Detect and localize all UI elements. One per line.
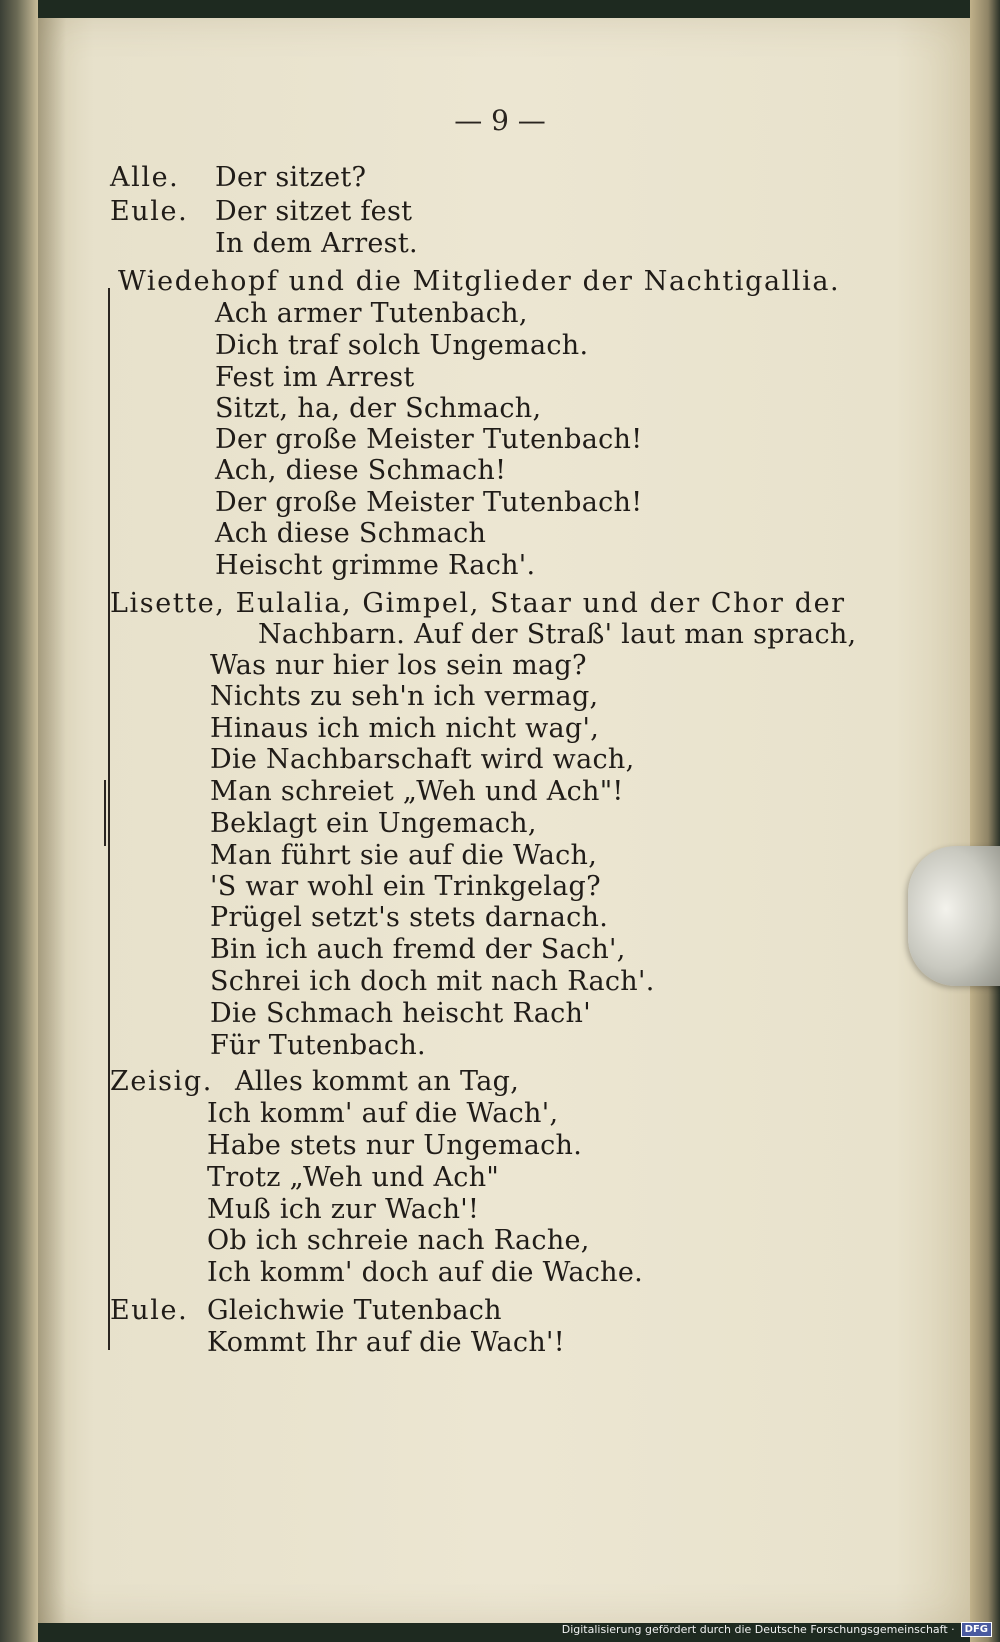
bracket-line (104, 780, 106, 846)
verse-line: Trotz „Weh und Ach" (207, 1162, 500, 1193)
verse-line: Ach armer Tutenbach, (215, 298, 528, 329)
verse-line: Der große Meister Tutenbach! (215, 424, 643, 455)
verse-line: Ich komm' doch auf die Wache. (207, 1257, 644, 1288)
verse-line: Muß ich zur Wach'! (207, 1194, 480, 1225)
verse-line: Der große Meister Tutenbach! (215, 487, 643, 518)
footer-text: Digitalisierung gefördert durch die Deutsche Forschungsgemeinschaft · (561, 1622, 955, 1636)
page-gutter-shadow (38, 18, 66, 1623)
verse-line: Bin ich auch fremd der Sach', (210, 934, 626, 965)
verse-line: Sitzt, ha, der Schmach, (215, 393, 542, 424)
verse-line: Alles kommt an Tag, (235, 1066, 520, 1097)
book-cover-right (970, 0, 1000, 1642)
verse-line: Kommt Ihr auf die Wach'! (207, 1327, 565, 1358)
verse-line: Für Tutenbach. (210, 1030, 426, 1061)
page-number: — 9 — (454, 104, 546, 137)
speaker-name: Alle. (110, 162, 180, 193)
verse-line: Ach diese Schmach (215, 518, 487, 549)
verse-line: Prügel setzt's stets darnach. (210, 902, 609, 933)
verse-line: Hinaus ich mich nicht wag', (210, 713, 600, 744)
speaker-name: Eule. (110, 1295, 189, 1326)
speaker-name: Lisette, Eulalia, Gimpel, Staar und der Chor der (110, 588, 846, 619)
verse-line: Was nur hier los sein mag? (210, 650, 587, 681)
speaker-name: Zeisig. (110, 1066, 213, 1097)
speaker-name: Eule. (110, 196, 189, 227)
verse-line: 'S war wohl ein Trinkgelag? (210, 871, 601, 902)
verse-line: Ob ich schreie nach Rache, (207, 1225, 590, 1256)
paper-clip (908, 846, 1000, 986)
verse-line: Heischt grimme Rach'. (215, 550, 536, 581)
bracket-line (108, 288, 110, 1350)
verse-line: Schrei ich doch mit nach Rach'. (210, 966, 655, 997)
verse-line: Nachbarn. Auf der Straß' laut man sprach, (258, 619, 857, 650)
verse-line: Ich komm' auf die Wach', (207, 1098, 559, 1129)
verse-line: Ach, diese Schmach! (215, 455, 507, 486)
dfg-logo: DFG (961, 1622, 992, 1637)
book-board-left (0, 0, 38, 1642)
footer (562, 1618, 992, 1640)
verse-line: Man schreiet „Weh und Ach"! (210, 776, 624, 807)
speaker-name: Wiedehopf und die Mitglieder der Nachtigallia. (118, 266, 841, 297)
verse-line: Gleichwie Tutenbach (207, 1295, 502, 1326)
verse-line: Dich traf solch Ungemach. (215, 330, 589, 361)
verse-line: Die Nachbarschaft wird wach, (210, 744, 635, 775)
verse-line: Habe stets nur Ungemach. (207, 1130, 583, 1161)
verse-line: Fest im Arrest (215, 362, 415, 393)
verse-line: Die Schmach heischt Rach' (210, 998, 591, 1029)
verse-line: Beklagt ein Ungemach, (210, 808, 537, 839)
verse-line: Der sitzet? (215, 162, 367, 193)
verse-line: Der sitzet fest (215, 196, 413, 227)
verse-line: Nichts zu seh'n ich vermag, (210, 681, 599, 712)
verse-line: In dem Arrest. (215, 228, 418, 259)
verse-line: Man führt sie auf die Wach, (210, 840, 598, 871)
